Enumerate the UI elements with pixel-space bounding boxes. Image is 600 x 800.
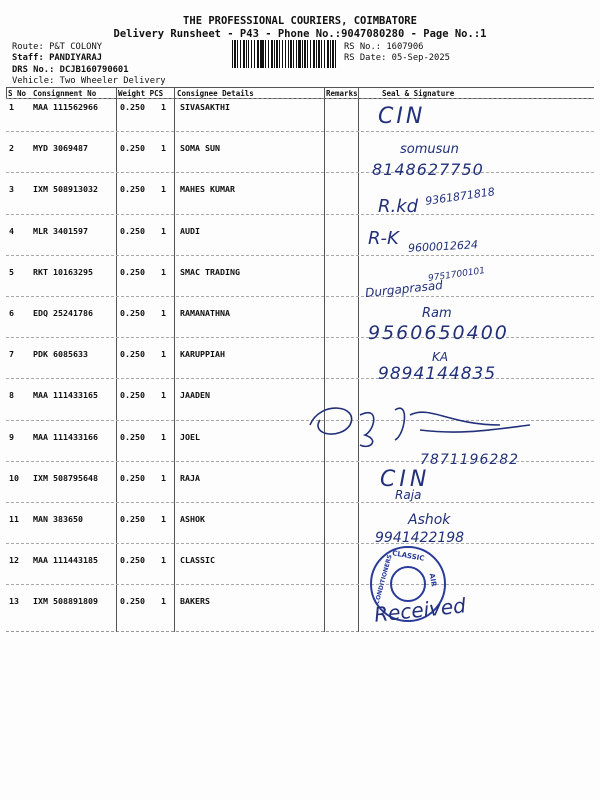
- phone-9: 7871196282: [420, 452, 520, 468]
- cell-weight: 0.250: [120, 390, 145, 400]
- row-divider: [6, 131, 594, 132]
- vehicle-label: Vehicle: Two Wheeler Delivery: [12, 76, 166, 86]
- row-divider: [6, 214, 594, 215]
- signature-4: R-K: [368, 228, 399, 249]
- row-divider: [6, 543, 594, 544]
- cell-weight: 0.250: [120, 308, 145, 318]
- phone-6: 9560650400: [368, 322, 509, 344]
- cell-consignee: SMAC TRADING: [180, 267, 240, 277]
- cell-pcs: 1: [161, 184, 166, 194]
- cell-pcs: 1: [161, 514, 166, 524]
- cell-weight: 0.250: [120, 432, 145, 442]
- col-line: [358, 87, 359, 632]
- cell-consignee: SIVASAKTHI: [180, 102, 230, 112]
- cell-consignment: MAA 111443185: [33, 555, 98, 565]
- cell-weight: 0.250: [120, 514, 145, 524]
- phone-5: 9751700101: [427, 266, 486, 284]
- cell-consignment: RKT 10163295: [33, 267, 93, 277]
- cell-weight: 0.250: [120, 143, 145, 153]
- cell-sno: 3: [9, 184, 14, 194]
- cell-consignee: RAJA: [180, 473, 200, 483]
- cell-consignee: KARUPPIAH: [180, 349, 225, 359]
- rs-date: RS Date: 05-Sep-2025: [344, 53, 450, 63]
- header-dash: [6, 98, 594, 99]
- cell-sno: 13: [9, 596, 19, 606]
- cell-consignee: CLASSIC: [180, 555, 215, 565]
- phone-2: 8148627750: [372, 160, 484, 179]
- cell-consignment: MAA 111433166: [33, 432, 98, 442]
- cell-weight: 0.250: [120, 596, 145, 606]
- phone-4: 9600012624: [407, 238, 479, 255]
- cell-consignee: SOMA SUN: [180, 143, 220, 153]
- cell-sno: 2: [9, 143, 14, 153]
- cell-consignee: BAKERS: [180, 596, 210, 606]
- cell-sno: 9: [9, 432, 14, 442]
- col-header-remarks: Remarks: [326, 89, 358, 98]
- cell-sno: 1: [9, 102, 14, 112]
- phone-11: 9941422198: [375, 530, 465, 546]
- signature-5: Durgaprasad: [364, 277, 444, 301]
- row-divider: [6, 296, 594, 297]
- cell-consignee: AUDI: [180, 226, 200, 236]
- cell-consignment: IXM 508913032: [33, 184, 98, 194]
- drs-number: DRS No.: DCJB160790601: [12, 65, 129, 75]
- cell-consignment: MYD 3069487: [33, 143, 88, 153]
- cell-consignee: RAMANATHNA: [180, 308, 230, 318]
- cell-pcs: 1: [161, 226, 166, 236]
- cell-weight: 0.250: [120, 184, 145, 194]
- signature-3: R.kd: [378, 196, 419, 217]
- col-header-consignment: Consignment No: [33, 89, 97, 98]
- cell-sno: 8: [9, 390, 14, 400]
- cell-weight: 0.250: [120, 473, 145, 483]
- cell-pcs: 1: [161, 102, 166, 112]
- col-header-consignee: Consignee Details: [177, 89, 254, 98]
- row-divider: [6, 255, 594, 256]
- signature-6: Ram: [422, 306, 452, 321]
- cell-sno: 7: [9, 349, 14, 359]
- col-header-sno: S No: [8, 89, 27, 98]
- row-divider: [6, 172, 594, 173]
- col-header-seal: Seal & Signature: [382, 89, 455, 98]
- row-divider: [6, 502, 594, 503]
- cell-consignment: MAA 111433165: [33, 390, 98, 400]
- cell-consignment: IXM 508795648: [33, 473, 98, 483]
- col-line: [174, 87, 175, 632]
- cell-pcs: 1: [161, 143, 166, 153]
- company-title: THE PROFESSIONAL COURIERS, COIMBATORE: [183, 15, 417, 27]
- signature-8-9-scrawl: [300, 395, 540, 455]
- table-top-border: [6, 87, 594, 88]
- cell-pcs: 1: [161, 267, 166, 277]
- cell-pcs: 1: [161, 596, 166, 606]
- cell-consignment: EDQ 25241786: [33, 308, 93, 318]
- cell-consignment: MLR 3401597: [33, 226, 88, 236]
- stamp-top-text: CLASSIC: [391, 549, 425, 563]
- cell-sno: 11: [9, 514, 19, 524]
- cell-weight: 0.250: [120, 226, 145, 236]
- signature-10: CIN: [380, 467, 431, 492]
- runsheet-subtitle: Delivery Runsheet - P43 - Phone No.:9047080280 - Page No.:1: [113, 28, 487, 40]
- cell-consignment: PDK 6085633: [33, 349, 88, 359]
- cell-consignment: IXM 508891809: [33, 596, 98, 606]
- cell-pcs: 1: [161, 349, 166, 359]
- cell-consignee: JAADEN: [180, 390, 210, 400]
- table-bottom-border: [6, 631, 594, 632]
- row-divider: [6, 378, 594, 379]
- cell-pcs: 1: [161, 473, 166, 483]
- staff-label: Staff: PANDIYARAJ: [12, 53, 103, 63]
- cell-weight: 0.250: [120, 267, 145, 277]
- cell-sno: 6: [9, 308, 14, 318]
- cell-consignee: ASHOK: [180, 514, 205, 524]
- signature-11: Ashok: [408, 512, 451, 528]
- cell-weight: 0.250: [120, 555, 145, 565]
- row-divider: [6, 584, 594, 585]
- stamp-left-text: CONDITIONERS: [373, 553, 394, 606]
- cell-consignee: JOEL: [180, 432, 200, 442]
- cell-pcs: 1: [161, 308, 166, 318]
- runsheet-table: [6, 87, 594, 632]
- cell-sno: 10: [9, 473, 19, 483]
- cell-pcs: 1: [161, 555, 166, 565]
- col-line: [324, 87, 325, 632]
- signature-10b: Raja: [395, 488, 422, 502]
- cell-consignment: MAN 383650: [33, 514, 83, 524]
- cell-sno: 4: [9, 226, 14, 236]
- signature-7: KA: [432, 350, 449, 364]
- phone-3: 9361871818: [424, 185, 496, 208]
- rs-number: RS No.: 1607906: [344, 42, 424, 52]
- route-label: Route: P&T COLONY: [12, 42, 103, 52]
- cell-weight: 0.250: [120, 102, 145, 112]
- col-line: [116, 87, 117, 632]
- signature-13: Received: [372, 593, 467, 627]
- cell-weight: 0.250: [120, 349, 145, 359]
- cell-sno: 5: [9, 267, 14, 277]
- cell-consignment: MAA 111562966: [33, 102, 98, 112]
- cell-pcs: 1: [161, 432, 166, 442]
- cell-consignee: MAHES KUMAR: [180, 184, 235, 194]
- stamp-right-text: AIR: [427, 572, 438, 588]
- stamp-center: [390, 566, 426, 602]
- col-line: [6, 87, 7, 98]
- col-header-weight-pcs: Weight PCS: [118, 89, 164, 98]
- barcode-overlay: [232, 40, 338, 68]
- phone-7: 9894144835: [378, 364, 497, 384]
- cell-pcs: 1: [161, 390, 166, 400]
- cell-sno: 12: [9, 555, 19, 565]
- signature-1: CIN: [378, 104, 426, 129]
- signature-2: somusun: [400, 142, 459, 157]
